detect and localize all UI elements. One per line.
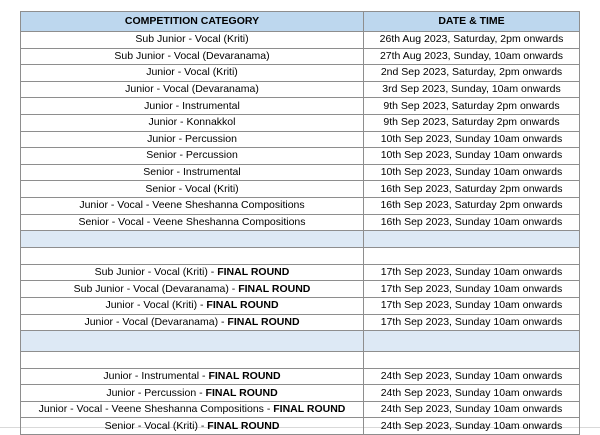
blank-row — [21, 352, 580, 369]
category-cell[interactable]: Junior - Vocal (Devaranama) - FINAL ROUND — [21, 314, 364, 331]
category-cell[interactable]: Junior - Vocal - Veene Sheshanna Compositions - FINAL ROUND — [21, 401, 364, 418]
table-row — [21, 65, 580, 82]
category-cell[interactable]: Senior - Instrumental — [21, 164, 364, 181]
datetime-cell[interactable]: 27th Aug 2023, Sunday, 10am onwards — [364, 48, 580, 65]
spacer-cell[interactable] — [21, 331, 364, 352]
datetime-cell[interactable]: 16th Sep 2023, Sunday 10am onwards — [364, 214, 580, 231]
table-row — [21, 114, 580, 131]
table-row — [21, 281, 580, 298]
spacer-cell[interactable] — [364, 331, 580, 352]
category-cell[interactable]: Junior - Vocal (Kriti) — [21, 65, 364, 82]
table-row — [21, 98, 580, 115]
category-cell[interactable]: Junior - Percussion - FINAL ROUND — [21, 385, 364, 402]
blank-cell[interactable] — [364, 352, 580, 369]
category-cell[interactable]: Sub Junior - Vocal (Kriti) - FINAL ROUND — [21, 264, 364, 281]
table-row — [21, 148, 580, 165]
spacer-cell[interactable] — [21, 231, 364, 248]
category-cell[interactable]: Junior - Vocal (Kriti) - FINAL ROUND — [21, 297, 364, 314]
table-row — [21, 32, 580, 49]
table-row — [21, 264, 580, 281]
category-cell[interactable]: Junior - Konnakkol — [21, 114, 364, 131]
table-row — [21, 48, 580, 65]
datetime-cell[interactable]: 17th Sep 2023, Sunday 10am onwards — [364, 297, 580, 314]
header-competition-category[interactable]: COMPETITION CATEGORY — [21, 12, 364, 32]
table-row — [21, 197, 580, 214]
table-row — [21, 131, 580, 148]
blank-cell[interactable] — [21, 248, 364, 265]
datetime-cell[interactable]: 16th Sep 2023, Saturday 2pm onwards — [364, 197, 580, 214]
table-row — [21, 385, 580, 402]
datetime-cell[interactable]: 17th Sep 2023, Sunday 10am onwards — [364, 281, 580, 298]
datetime-cell[interactable]: 2nd Sep 2023, Saturday, 2pm onwards — [364, 65, 580, 82]
blank-cell[interactable] — [364, 248, 580, 265]
datetime-cell[interactable]: 24th Sep 2023, Sunday 10am onwards — [364, 418, 580, 435]
header-date-time[interactable]: DATE & TIME — [364, 12, 580, 32]
datetime-cell[interactable]: 24th Sep 2023, Sunday 10am onwards — [364, 368, 580, 385]
datetime-cell[interactable]: 3rd Sep 2023, Sunday, 10am onwards — [364, 81, 580, 98]
datetime-cell[interactable]: 16th Sep 2023, Saturday 2pm onwards — [364, 181, 580, 198]
datetime-cell[interactable]: 10th Sep 2023, Sunday 10am onwards — [364, 164, 580, 181]
datetime-cell[interactable]: 26th Aug 2023, Saturday, 2pm onwards — [364, 32, 580, 49]
category-cell[interactable]: Junior - Instrumental — [21, 98, 364, 115]
table-row — [21, 81, 580, 98]
table-row — [21, 181, 580, 198]
category-cell[interactable]: Senior - Vocal (Kriti) - FINAL ROUND — [21, 418, 364, 435]
category-cell[interactable]: Sub Junior - Vocal (Devaranama) — [21, 48, 364, 65]
category-cell[interactable]: Junior - Vocal (Devaranama) — [21, 81, 364, 98]
blank-cell[interactable] — [21, 352, 364, 369]
spacer-cell[interactable] — [364, 231, 580, 248]
category-cell[interactable]: Sub Junior - Vocal (Devaranama) - FINAL ROUND — [21, 281, 364, 298]
datetime-cell[interactable]: 24th Sep 2023, Sunday 10am onwards — [364, 401, 580, 418]
category-cell[interactable]: Sub Junior - Vocal (Kriti) — [21, 32, 364, 49]
table-row — [21, 418, 580, 435]
category-cell[interactable]: Senior - Percussion — [21, 148, 364, 165]
datetime-cell[interactable]: 10th Sep 2023, Sunday 10am onwards — [364, 148, 580, 165]
category-cell[interactable]: Senior - Vocal (Kriti) — [21, 181, 364, 198]
datetime-cell[interactable]: 9th Sep 2023, Saturday 2pm onwards — [364, 114, 580, 131]
table-row — [21, 164, 580, 181]
header-row — [21, 12, 580, 32]
category-cell[interactable]: Junior - Vocal - Veene Sheshanna Compositions — [21, 197, 364, 214]
datetime-cell[interactable]: 17th Sep 2023, Sunday 10am onwards — [364, 314, 580, 331]
table-row — [21, 297, 580, 314]
category-cell[interactable]: Junior - Percussion — [21, 131, 364, 148]
datetime-cell[interactable]: 17th Sep 2023, Sunday 10am onwards — [364, 264, 580, 281]
table-row — [21, 401, 580, 418]
table-row — [21, 368, 580, 385]
blank-row — [21, 248, 580, 265]
section-spacer-row — [21, 231, 580, 248]
section-spacer-row — [21, 331, 580, 352]
table-row — [21, 314, 580, 331]
competition-schedule-table — [20, 11, 580, 435]
category-cell[interactable]: Senior - Vocal - Veene Sheshanna Compositions — [21, 214, 364, 231]
datetime-cell[interactable]: 9th Sep 2023, Saturday 2pm onwards — [364, 98, 580, 115]
datetime-cell[interactable]: 10th Sep 2023, Sunday 10am onwards — [364, 131, 580, 148]
datetime-cell[interactable]: 24th Sep 2023, Sunday 10am onwards — [364, 385, 580, 402]
category-cell[interactable]: Junior - Instrumental - FINAL ROUND — [21, 368, 364, 385]
table-row — [21, 214, 580, 231]
